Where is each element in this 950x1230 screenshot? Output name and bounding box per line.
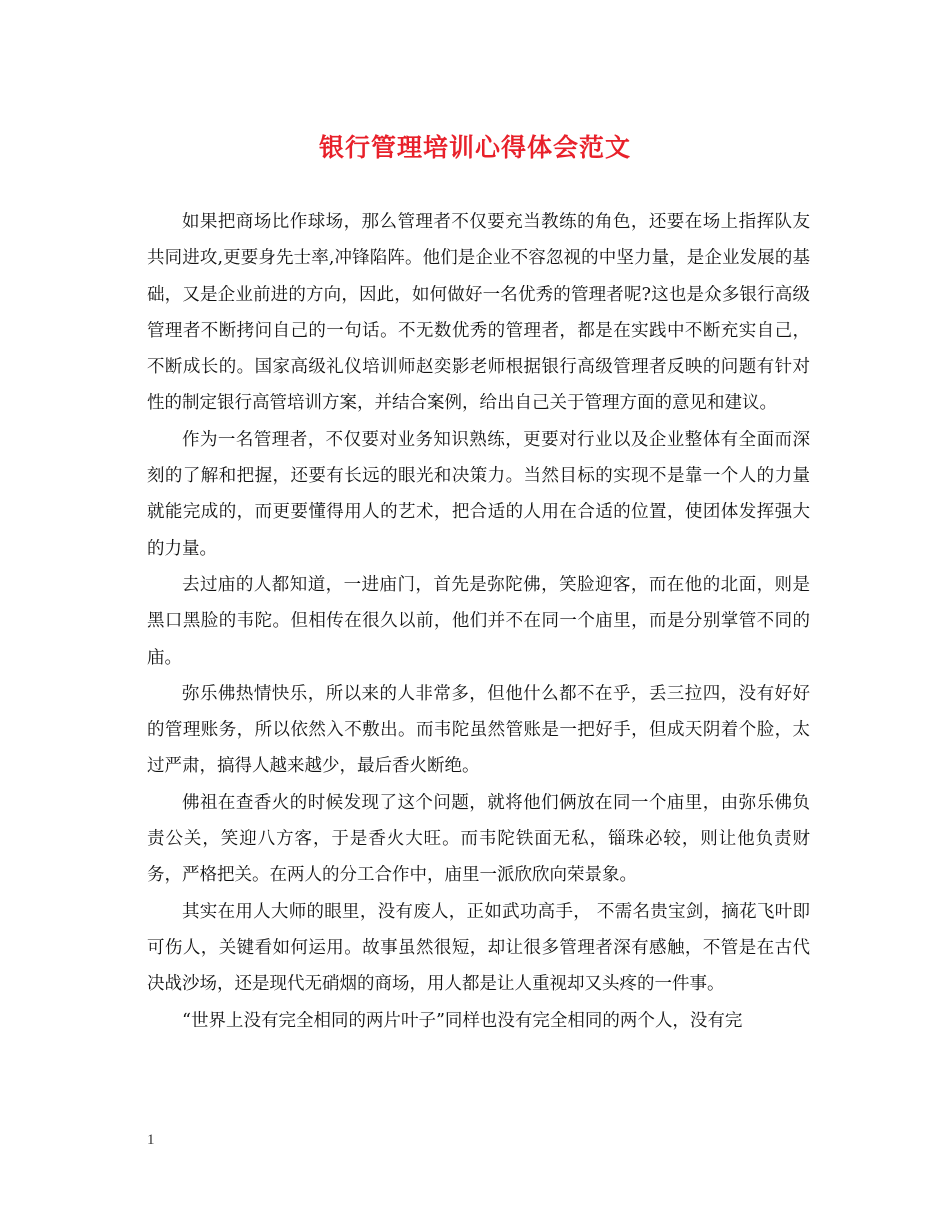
paragraph: 弥乐佛热情快乐，所以来的人非常多，但他什么都不在乎，丢三拉四，没有好好的管理账务，所以依然入不敷出。而韦陀虽然管账是一把好手，但成天阴着个脸，太过严肃，搞得人越来越少，最后香火断绝。 — [147, 683, 810, 777]
document-body — [147, 204, 810, 1039]
paragraph: 如果把商场比作球场，那么管理者不仅要充当教练的角色，还要在场上指挥队友共同进攻,更要身先士率,冲锋陷阵。他们是企业不容忽视的中坚力量，是企业发展的基础，又是企业前进的方向，因此，如何做好一名优秀的管理者呢?这也是众多银行高级管理者不断拷问自己的一句话。不无数优秀的管理者，都是在实践中不断充实自己，不断成长的。国家高级礼仪培训师赵奕影老师根据银行高级管理者反映的问题有针对性的制定银行高管培训方案，并结合案例，给出自己关于管理方面的意见和建议。 — [147, 212, 810, 414]
paragraph: 作为一名管理者，不仅要对业务知识熟练，更要对行业以及企业整体有全面而深刻的了解和把握，还要有长远的眼光和决策力。当然目标的实现不是靠一个人的力量就能完成的，而更要懂得用人的艺术，把合适的人用在合适的位置，使团体发挥强大的力量。 — [147, 429, 810, 559]
paragraph: 佛祖在查香火的时候发现了这个问题，就将他们俩放在同一个庙里，由弥乐佛负责公关，笑迎八方客，于是香火大旺。而韦陀铁面无私，锱珠必较，则让他负责财务，严格把关。在两人的分工合作中，庙里一派欣欣向荣景象。 — [147, 792, 810, 886]
paragraph: 其实在用人大师的眼里，没有废人，正如武功高手， 不需名贵宝剑，摘花飞叶即可伤人，关键看如何运用。故事虽然很短，却让很多管理者深有感触，不管是在古代决战沙场，还是现代无硝烟的商场，用人都是让人重视却又头疼的一件事。 — [147, 901, 810, 995]
document-title: 银行管理培训心得体会范文 — [318, 133, 631, 162]
paragraph: “世界上没有完全相同的两片叶子”同样也没有完全相同的两个人，没有完 — [182, 1010, 743, 1031]
page-number: 1 — [147, 1132, 155, 1148]
paragraph: 去过庙的人都知道，一进庙门，首先是弥陀佛，笑脸迎客，而在他的北面，则是黑口黑脸的韦陀。但相传在很久以前，他们并不在同一个庙里，而是分别掌管不同的庙。 — [147, 574, 810, 668]
